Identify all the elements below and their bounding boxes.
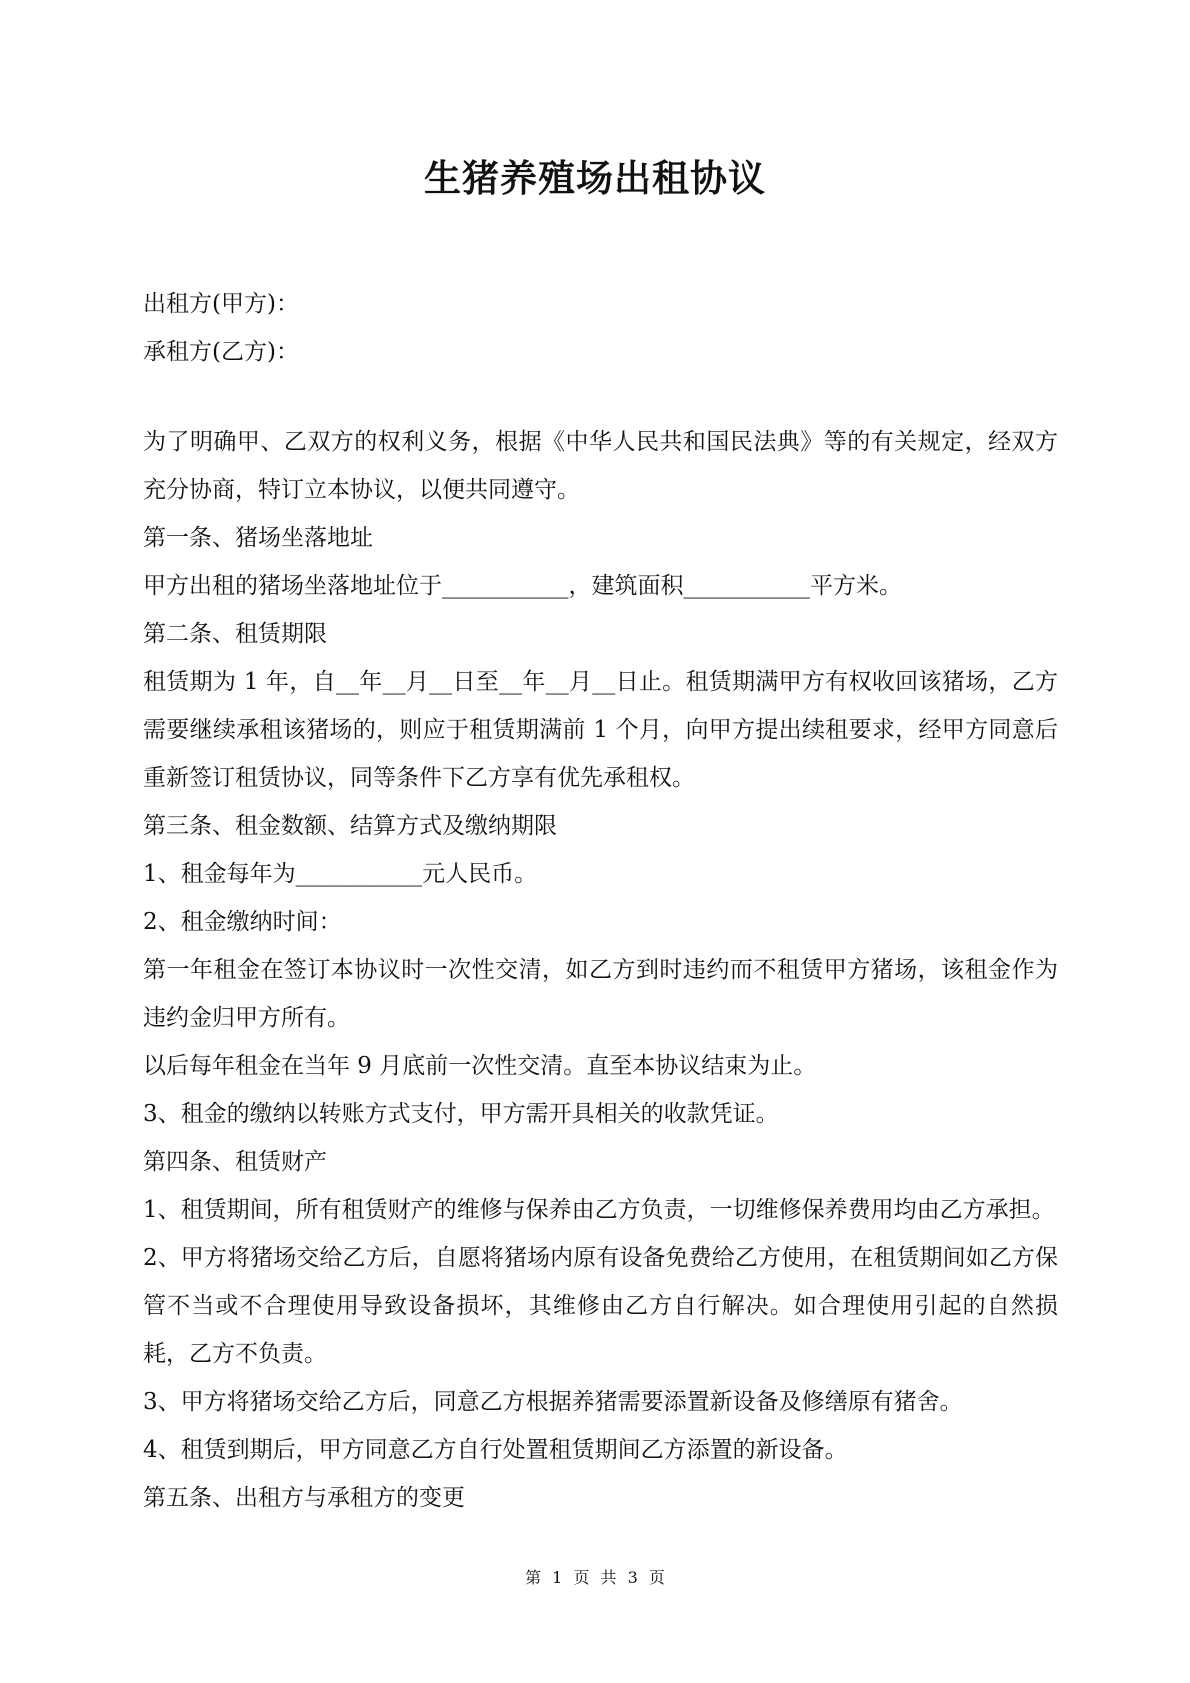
parties-block — [143, 280, 1063, 376]
lessor-label: 出租方(甲方)： — [143, 291, 299, 317]
article-3-item-3: 3、租金的缴纳以转账方式支付，甲方需开具相关的收款凭证。 — [143, 1101, 779, 1127]
article-2-heading: 第二条、租赁期限 — [143, 621, 327, 647]
agreement-body — [143, 418, 1058, 1522]
article-1-text: 甲方出租的猪场坐落地址位于___________，建筑面积___________平方米。 — [143, 573, 902, 599]
article-5-heading: 第五条、出租方与承租方的变更 — [143, 1485, 465, 1511]
article-2-text: 租赁期为 1 年，自__年__月__日至__年__月__日止。租赁期满甲方有权收回该猪场，乙方需要继续承租该猪场的，则应于租赁期满前 1 个月，向甲方提出续租要求，经甲方同意后重新签订租赁协议，同等条件下乙方享有优先承租权。 — [143, 669, 1058, 791]
article-3-item-2: 2、租金缴纳时间： — [143, 909, 342, 935]
article-4-item-2: 2、甲方将猪场交给乙方后，自愿将猪场内原有设备免费给乙方使用，在租赁期间如乙方保管不当或不合理使用导致设备损坏，其维修由乙方自行解决。如合理使用引起的自然损耗，乙方不负责。 — [143, 1245, 1058, 1367]
document-title: 生猪养殖场出租协议 — [424, 156, 766, 200]
article-3-item-2-detail: 第一年租金在签订本协议时一次性交清，如乙方到时违约而不租赁甲方猪场，该租金作为违约金归甲方所有。 — [143, 957, 1058, 1031]
article-4-item-3: 3、甲方将猪场交给乙方后，同意乙方根据养猪需要添置新设备及修缮原有猪舍。 — [143, 1389, 963, 1415]
article-3-item-2-detail-2: 以后每年租金在当年 9 月底前一次性交清。直至本协议结束为止。 — [143, 1053, 817, 1079]
article-4-item-4: 4、租赁到期后，甲方同意乙方自行处置租赁期间乙方添置的新设备。 — [143, 1437, 848, 1463]
article-4-item-1: 1、租赁期间，所有租赁财产的维修与保养由乙方负责，一切维修保养费用均由乙方承担。 — [143, 1197, 1055, 1223]
article-4-heading: 第四条、租赁财产 — [143, 1149, 327, 1175]
article-3-heading: 第三条、租金数额、结算方式及缴纳期限 — [143, 813, 557, 839]
lessee-label: 承租方(乙方)： — [143, 339, 299, 365]
intro-paragraph: 为了明确甲、乙双方的权利义务，根据《中华人民共和国民法典》等的有关规定，经双方充分协商，特订立本协议，以便共同遵守。 — [143, 429, 1058, 503]
article-3-item-1: 1、租金每年为___________元人民币。 — [143, 861, 538, 887]
page-footer: 第 1 页 共 3 页 — [525, 1568, 665, 1587]
article-1-heading: 第一条、猪场坐落地址 — [143, 525, 373, 551]
